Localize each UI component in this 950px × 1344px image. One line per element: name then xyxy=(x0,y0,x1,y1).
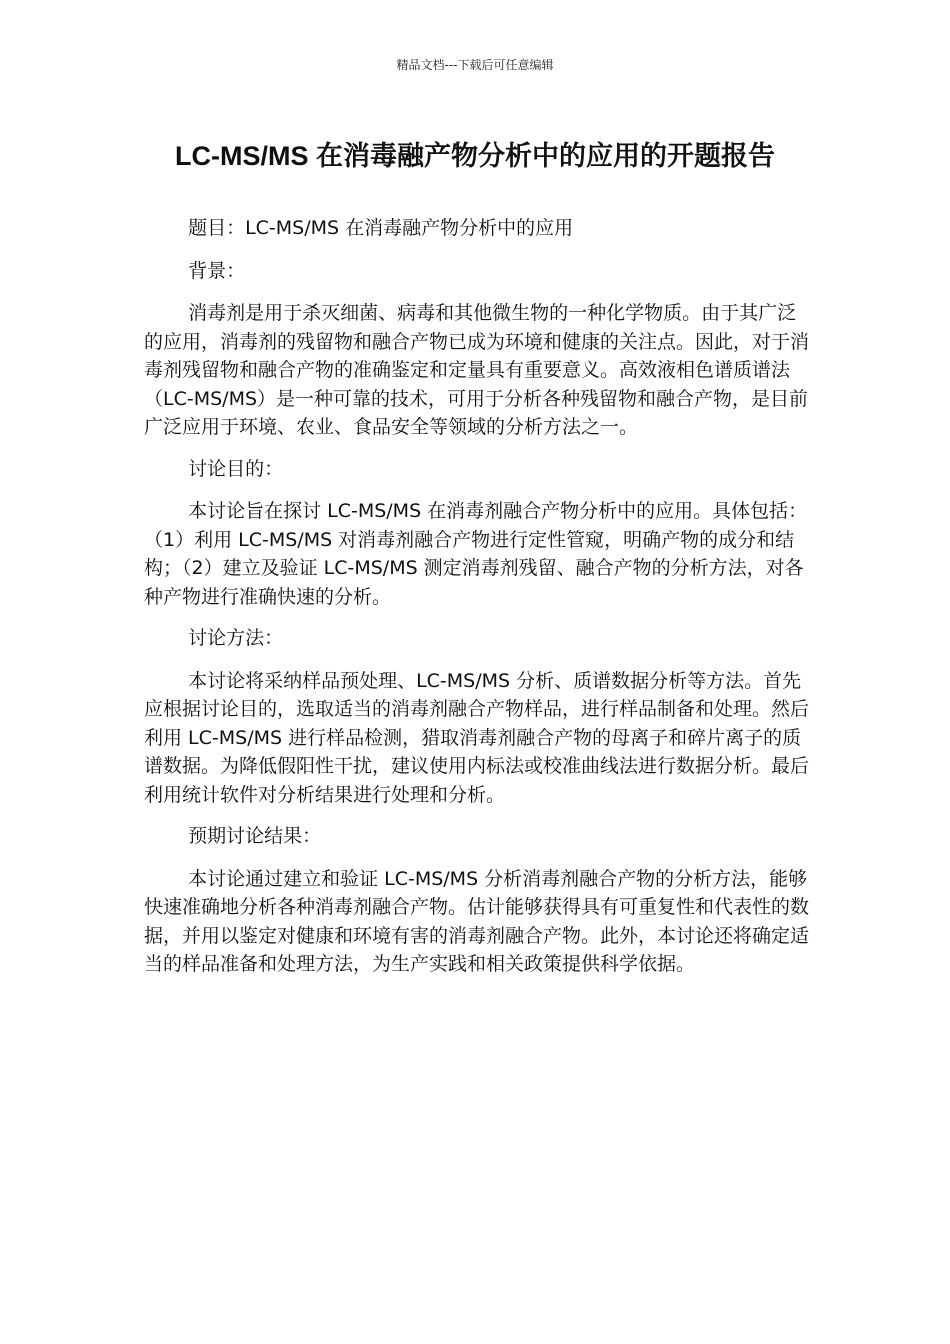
section-body-expected-results: 本讨论通过建立和验证 LC-MS/MS 分析消毒剂融合产物的分析方法，能够快速准确地分析各种消毒剂融合产物。估计能够获得具有可重复性和代表性的数据，并用以鉴定对健康和环境有害的消毒剂融合产物。此外，本讨论还将确定适当的样品准备和处理方法，为生产实践和相关政策提供科学依据。 xyxy=(144,867,810,975)
section-heading-expected-results: 预期讨论结果： xyxy=(188,825,322,847)
document-title: LC-MS/MS 在消毒融产物分析中的应用的开题报告 xyxy=(175,141,775,171)
section-heading-objective: 讨论目的： xyxy=(188,457,284,480)
page-header-watermark: 精品文档---下载后可任意编辑 xyxy=(396,58,554,72)
section-heading-background: 背景： xyxy=(188,259,246,282)
topic-line: 题目：LC-MS/MS 在消毒融产物分析中的应用 xyxy=(188,217,574,239)
section-body-objective: 本讨论旨在探讨 LC-MS/MS 在消毒剂融合产物分析中的应用。具体包括：（1）利用 LC-MS/MS 对消毒剂融合产物进行定性管窥，明确产物的成分和结构；（2）建立及验证 LC-MS/MS 测定消毒剂残留、融合产物的分析方法，对各种产物进行准确快速的分析。 xyxy=(144,500,808,608)
section-heading-method: 讨论方法： xyxy=(188,627,284,649)
document-body xyxy=(144,214,812,992)
section-body-background: 消毒剂是用于杀灭细菌、病毒和其他微生物的一种化学物质。由于其广泛的应用，消毒剂的残留物和融合产物已成为环境和健康的关注点。因此，对于消毒剂残留物和融合产物的准确鉴定和定量具有重要意义。高效液相色谱质谱法（LC-MS/MS）是一种可靠的技术，可用于分析各种残留物和融合产物，是目前广泛应用于环境、农业、食品安全等领域的分析方法之一。 xyxy=(144,302,810,438)
section-body-method: 本讨论将采纳样品预处理、LC-MS/MS 分析、质谱数据分析等方法。首先应根据讨论目的，选取适当的消毒剂融合产物样品，进行样品制备和处理。然后利用 LC-MS/MS 进行样品检测，猎取消毒剂融合产物的母离子和碎片离子的质谱数据。为降低假阳性干扰，建议使用内标法或校准曲线法进行数据分析。最后利用统计软件对分析结果进行处理和分析。 xyxy=(144,669,810,806)
